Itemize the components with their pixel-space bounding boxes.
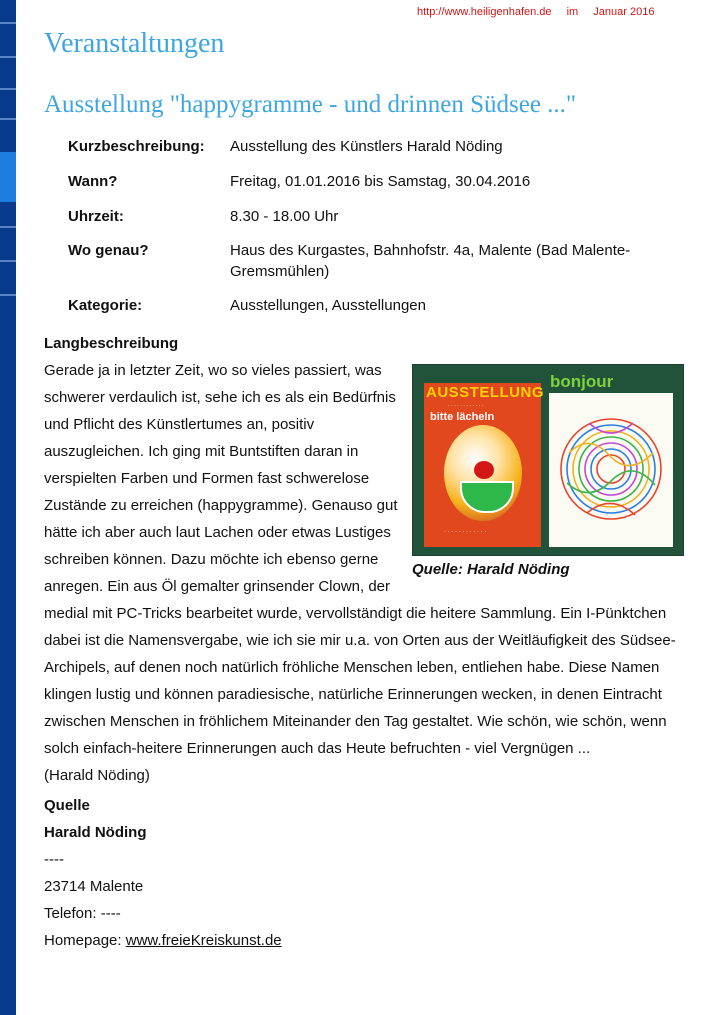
source-heading: Quelle bbox=[44, 797, 90, 814]
detail-value: Freitag, 01.01.2016 bis Samstag, 30.04.2016 bbox=[230, 173, 531, 190]
happygramm-drawing bbox=[549, 393, 673, 547]
bonjour-title: bonjour bbox=[550, 372, 614, 391]
source-homepage bbox=[44, 927, 684, 954]
site-header-line bbox=[417, 6, 666, 18]
source-name: Harald Nöding bbox=[44, 824, 147, 841]
source-city: 23714 Malente bbox=[44, 878, 144, 895]
site-in-label: im bbox=[566, 6, 579, 18]
detail-value: 8.30 - 18.00 Uhr bbox=[230, 208, 339, 225]
event-image[interactable] bbox=[412, 364, 684, 556]
detail-label: Wann? bbox=[68, 173, 118, 190]
detail-label: Kurzbeschreibung: bbox=[68, 138, 205, 155]
sidebar-divider bbox=[0, 56, 16, 58]
event-image-figure bbox=[412, 364, 684, 579]
description-signature: (Harald Nöding) bbox=[44, 767, 150, 784]
sidebar-divider bbox=[0, 226, 16, 228]
homepage-link[interactable]: www.freieKreiskunst.de bbox=[125, 932, 282, 949]
site-url[interactable]: http://www.heiligenhafen.de bbox=[417, 6, 552, 18]
main-content bbox=[44, 330, 684, 954]
poster-small-print: · · · · · · · · · · · · bbox=[448, 403, 484, 409]
clown-poster bbox=[424, 383, 544, 547]
source-phone: Telefon: ---- bbox=[44, 905, 121, 922]
poster-text: bitte lächeln bbox=[430, 411, 495, 423]
sidebar-active-marker[interactable] bbox=[0, 152, 16, 202]
poster-title: AUSSTELLUNG bbox=[426, 384, 544, 401]
page-title: Veranstaltungen bbox=[44, 28, 225, 59]
detail-label: Wo genau? bbox=[68, 242, 149, 259]
sidebar-divider bbox=[0, 294, 16, 296]
sidebar-divider bbox=[0, 118, 16, 120]
left-sidebar bbox=[0, 0, 16, 1015]
image-caption: Quelle: Harald Nöding bbox=[412, 561, 570, 578]
detail-label: Kategorie: bbox=[68, 297, 143, 314]
description-heading: Langbeschreibung bbox=[44, 335, 179, 352]
poster-url-print: · · · · · · · · · · · · bbox=[444, 529, 487, 535]
source-address-line: ---- bbox=[44, 851, 64, 868]
homepage-label: Homepage: bbox=[44, 932, 122, 949]
site-date: Januar 2016 bbox=[593, 6, 655, 18]
detail-value: Haus des Kurgastes, Bahnhofstr. 4a, Malente (Bad Malente-Gremsmühlen) bbox=[230, 242, 631, 280]
event-title: Ausstellung "happygramme - und drinnen Südsee ..." bbox=[44, 91, 577, 118]
clown-nose bbox=[474, 461, 494, 479]
sidebar-divider bbox=[0, 88, 16, 90]
sidebar-divider bbox=[0, 260, 16, 262]
detail-label: Uhrzeit: bbox=[68, 208, 124, 225]
sidebar-divider bbox=[0, 22, 16, 24]
description-text: Gerade ja in letzter Zeit, wo so vieles passiert, was schwerer verdaulich ist, sehe ich es als ein Bedürfnis und Pflicht des Künstlertumes an, positiv auszugleichen. Ich ging mit Buntstiften daran in verspielten Farben und Formen fast schwerelose Zustände zu erreichen (happygramme). Genauso gut hätte ich aber auch laut Lachen oder etwas Lustiges schreiben können. Dazu möchte ich ebenso gerne anregen. Ein aus Öl gemalter grinsender Clown, der medial mit PC-Tricks bearbeitet wurde, vervollständigt die heitere Sammlung. Ein I-Pünktchen dabei ist die Namensvergabe, wie ich sie mir u.a. von Orten aus der Weitläufigkeit des Südsee-Archipels, auf denen noch natürlich fröhliche Menschen leben, entliehen habe. Diese Namen klingen lustig und können paradiesische, natürliche Erinnerungen wecken, in denen Eintracht zwischen Menschen in fröhlichem Miteinander den Tag gestaltet. Wie schön, wie schön, wenn solch einfach-heitere Erinnerungen auch das Heute befruchten - viel Vergnügen ... bbox=[44, 362, 676, 757]
detail-value: Ausstellung des Künstlers Harald Nöding bbox=[230, 138, 503, 155]
detail-value: Ausstellungen, Ausstellungen bbox=[230, 297, 426, 314]
